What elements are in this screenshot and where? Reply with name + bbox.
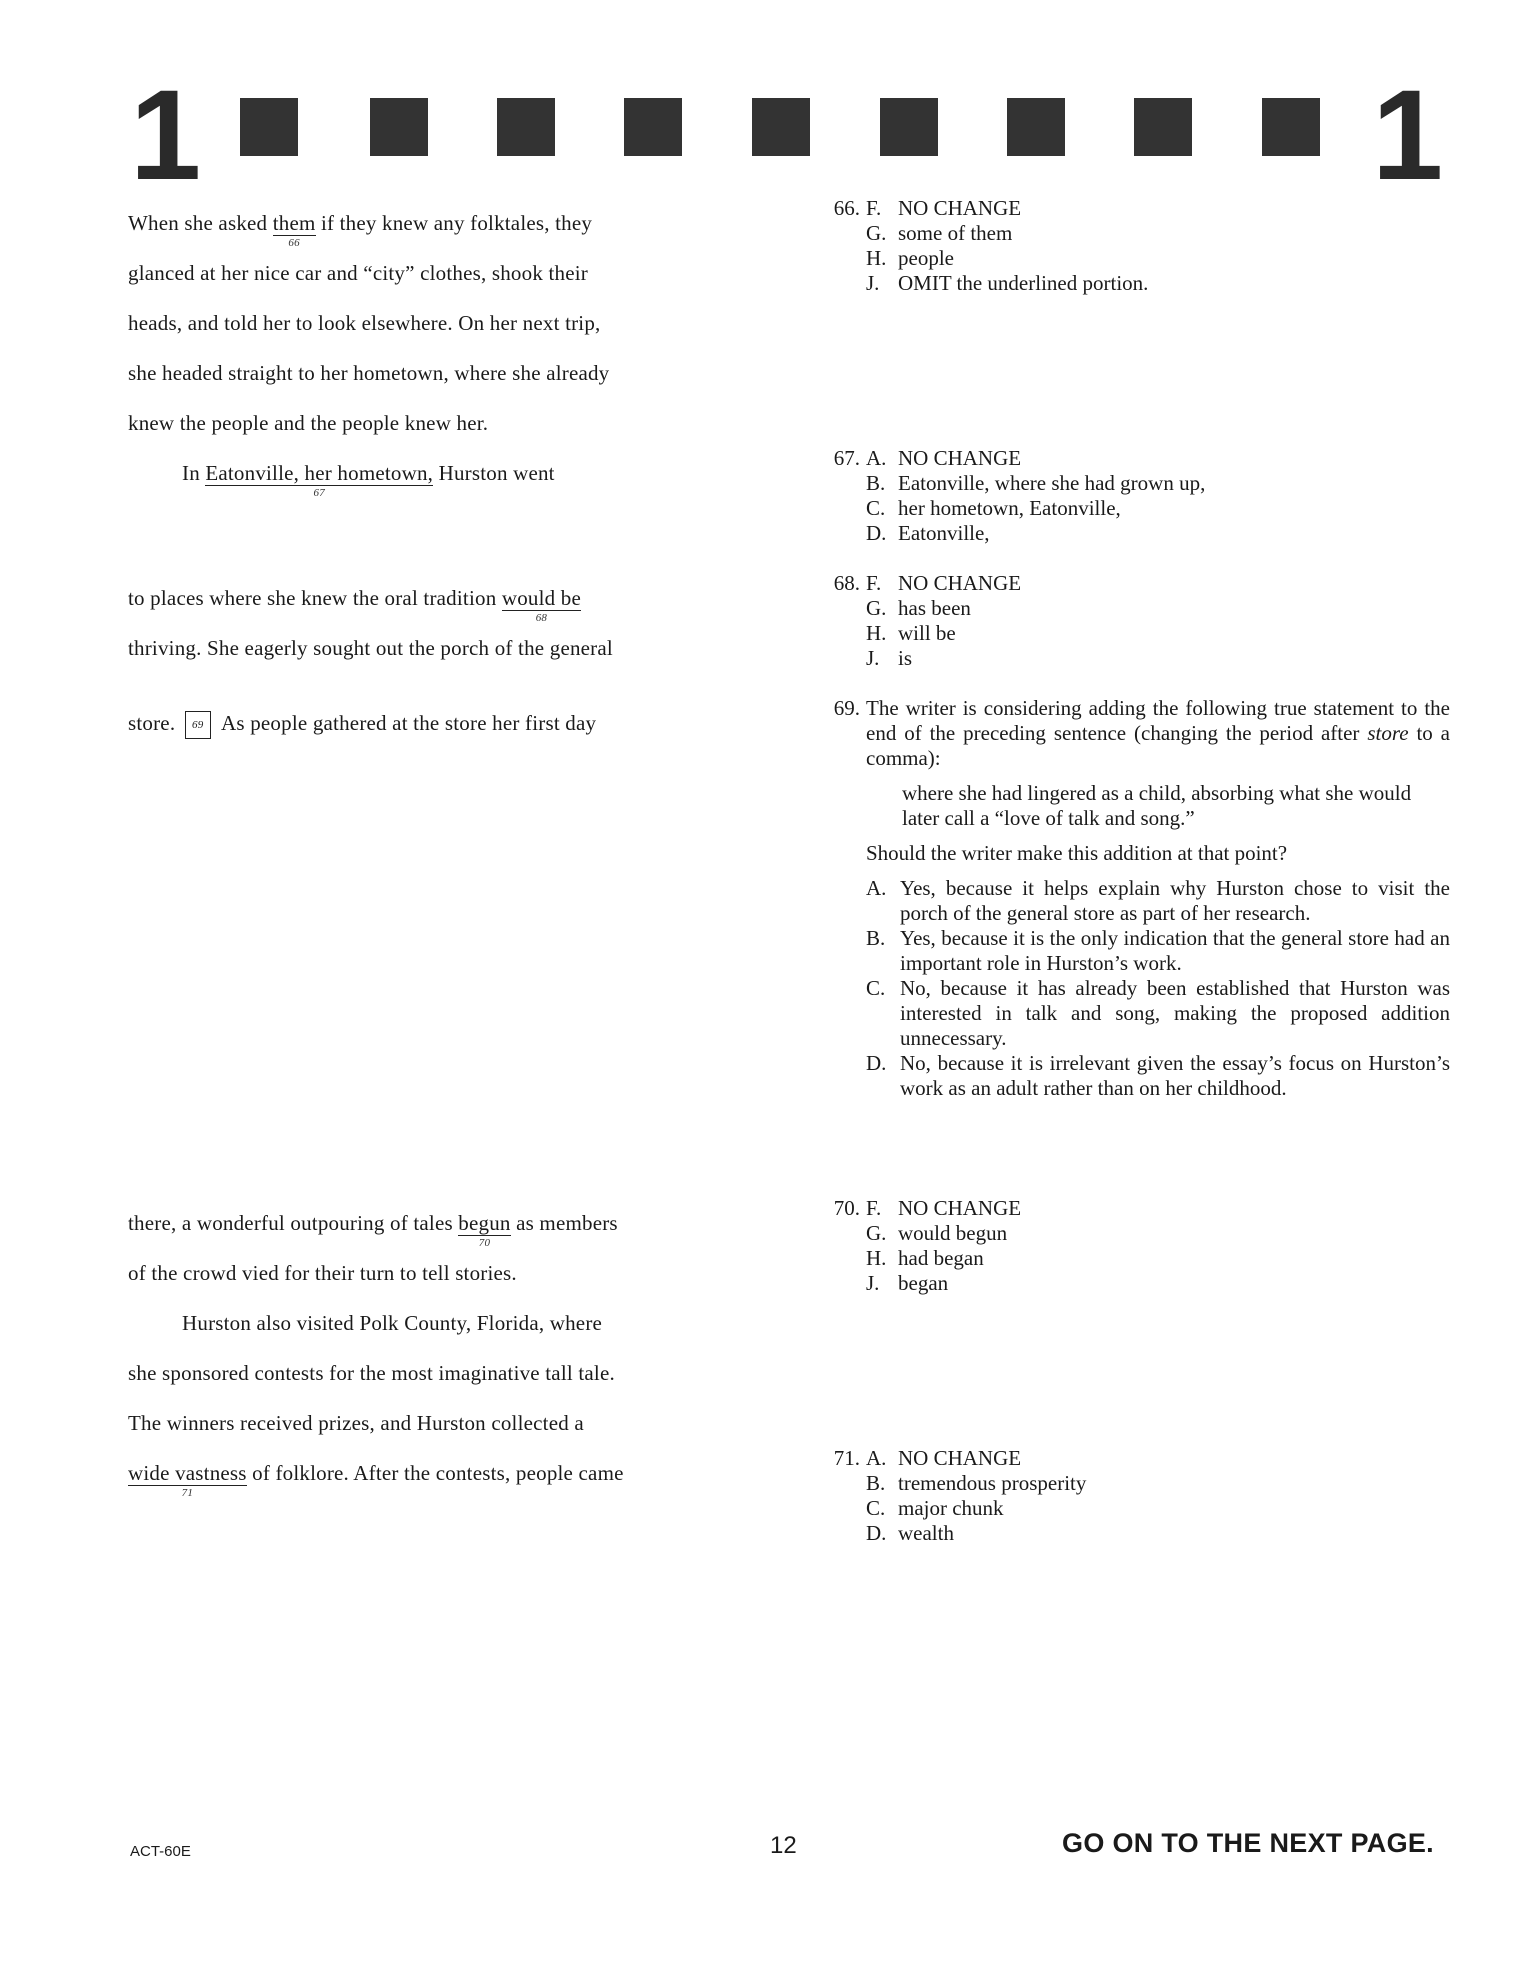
underlined-text: would be — [501, 586, 582, 610]
passage-line — [128, 1448, 624, 1498]
passage-line — [128, 573, 581, 623]
option-letter: A. — [866, 446, 887, 470]
answer-option[interactable] — [810, 196, 1450, 221]
passage-line: she headed straight to her hometown, where she already — [128, 361, 610, 385]
underlined-text: Eatonville, her hometown, — [205, 461, 434, 485]
option-letter: J. — [866, 271, 880, 295]
option-text: major chunk — [898, 1496, 1004, 1520]
passage-line: of the crowd vied for their turn to tell stories. — [128, 1261, 517, 1285]
question-number: 71. — [833, 1446, 860, 1470]
answer-option[interactable] — [810, 571, 1450, 596]
header-block — [624, 98, 682, 156]
answer-option[interactable] — [810, 1246, 1450, 1271]
next-page-instruction: GO ON TO THE NEXT PAGE. — [1062, 1828, 1434, 1858]
option-text: Eatonville, — [898, 521, 990, 545]
option-letter: J. — [866, 1271, 880, 1295]
passage-line — [128, 448, 555, 498]
question-ref-67: 67 — [313, 487, 325, 499]
option-letter: H. — [866, 621, 887, 645]
option-letter: J. — [866, 646, 880, 670]
option-letter: C. — [866, 496, 886, 520]
header-block — [1134, 98, 1192, 156]
passage-line: knew the people and the people knew her. — [128, 411, 489, 435]
passage-line — [128, 698, 596, 748]
answer-option[interactable] — [866, 926, 1450, 976]
passage-text: As people gathered at the store her first day — [216, 711, 597, 735]
question-70 — [810, 1196, 1450, 1296]
page-number: 12 — [770, 1832, 797, 1859]
passage-line: glanced at her nice car and “city” clothes, shook their — [128, 261, 588, 285]
answer-option[interactable] — [810, 1271, 1450, 1296]
option-letter: B. — [866, 1471, 886, 1495]
underlined-text: wide vastness — [128, 1461, 247, 1485]
passage-text: to places where she knew the oral tradition — [128, 586, 502, 610]
option-letter: D. — [866, 521, 887, 545]
passage-line: Hurston also visited Polk County, Florida, where — [182, 1311, 603, 1335]
option-text: NO CHANGE — [898, 196, 1022, 220]
option-text: tremendous prosperity — [898, 1471, 1087, 1495]
option-text: OMIT the underlined portion. — [898, 271, 1149, 295]
underlined-text: them — [272, 211, 316, 235]
answer-option[interactable] — [810, 596, 1450, 621]
underlined-text: begun — [458, 1211, 511, 1235]
option-text: is — [898, 646, 913, 670]
passage-line: thriving. She eagerly sought out the porch of the general — [128, 636, 613, 660]
option-letter: A. — [866, 1446, 887, 1470]
answer-option[interactable] — [810, 221, 1450, 246]
question-stem — [810, 696, 1450, 771]
option-text: had began — [898, 1246, 984, 1270]
option-letter: A. — [866, 876, 887, 900]
answer-option[interactable] — [866, 1051, 1450, 1101]
header-block — [752, 98, 810, 156]
option-text: NO CHANGE — [898, 571, 1022, 595]
answer-option[interactable] — [810, 271, 1450, 296]
answer-option[interactable] — [810, 646, 1450, 671]
proposed-addition: where she had lingered as a child, absorbing what she would later call a “love of talk and song.” — [902, 781, 1412, 830]
question-ref-68: 68 — [535, 612, 548, 624]
underlined-portion-70[interactable] — [458, 1211, 511, 1249]
answer-option[interactable] — [866, 876, 1450, 926]
question-number: 68. — [833, 571, 860, 595]
answer-option[interactable] — [810, 246, 1450, 271]
answer-option[interactable] — [810, 1221, 1450, 1246]
passage-text: In — [182, 461, 206, 485]
question-ref-66: 66 — [288, 237, 300, 249]
passage-text: if they knew any folktales, they — [315, 211, 593, 235]
passage-text: When she asked — [128, 211, 273, 235]
option-letter: D. — [866, 1521, 887, 1545]
option-letter: H. — [866, 1246, 887, 1270]
option-letter: G. — [866, 596, 887, 620]
question-68 — [810, 571, 1450, 671]
passage-line: The winners received prizes, and Hurston collected a — [128, 1411, 584, 1435]
option-text: Eatonville, where she had grown up, — [898, 471, 1206, 495]
option-text: No, because it has already been established that Hurston was interested in talk and song, making the proposed addition unnecessary. — [900, 976, 1450, 1050]
option-letter: C. — [866, 976, 886, 1000]
question-number: 70. — [833, 1196, 860, 1220]
question-number: 66. — [833, 196, 860, 220]
option-text: some of them — [898, 221, 1013, 245]
option-text: wealth — [898, 1521, 954, 1545]
header-block — [370, 98, 428, 156]
answer-option[interactable] — [810, 1496, 1450, 1521]
answer-option[interactable] — [810, 496, 1450, 521]
question-67 — [810, 446, 1450, 546]
passage-line: she sponsored contests for the most imaginative tall tale. — [128, 1361, 615, 1385]
option-letter: D. — [866, 1051, 887, 1075]
question-prompt: Should the writer make this addition at that point? — [866, 841, 1288, 865]
section-number-right: 1 — [1372, 64, 1444, 207]
option-letter: H. — [866, 246, 887, 270]
answer-option[interactable] — [810, 446, 1450, 471]
option-text: her hometown, Eatonville, — [898, 496, 1121, 520]
answer-option[interactable] — [810, 621, 1450, 646]
passage-line: heads, and told her to look elsewhere. On her next trip, — [128, 311, 601, 335]
answer-option[interactable] — [810, 471, 1450, 496]
answer-option[interactable] — [866, 976, 1450, 1051]
option-text: No, because it is irrelevant given the essay’s focus on Hurston’s work as an adult rather than on her childhood. — [900, 1051, 1450, 1100]
header-block — [497, 98, 555, 156]
answer-option[interactable] — [810, 521, 1450, 546]
header-block — [1262, 98, 1320, 156]
form-code: ACT-60E — [130, 1843, 191, 1860]
answer-option[interactable] — [810, 1521, 1450, 1546]
passage-text: as members — [510, 1211, 618, 1235]
option-letter: F. — [866, 1196, 882, 1220]
option-letter: C. — [866, 1496, 886, 1520]
passage-text: of folklore. After the contests, people came — [246, 1461, 624, 1485]
passage-line — [128, 1198, 618, 1248]
answer-option[interactable] — [810, 1196, 1450, 1221]
underlined-portion-71[interactable] — [128, 1461, 247, 1499]
option-letter: G. — [866, 221, 887, 245]
answer-option[interactable] — [810, 1446, 1450, 1471]
option-letter: F. — [866, 571, 882, 595]
passage-line — [128, 198, 592, 248]
option-text: Yes, because it helps explain why Hurston chose to visit the porch of the general store as part of her research. — [900, 876, 1450, 925]
stem-text: to a comma): — [866, 721, 1451, 770]
option-text: NO CHANGE — [898, 1446, 1022, 1470]
option-text: will be — [898, 621, 956, 645]
underlined-portion-66[interactable] — [272, 211, 316, 249]
option-text: NO CHANGE — [898, 446, 1022, 470]
question-number: 67. — [833, 446, 860, 470]
option-text: NO CHANGE — [898, 1196, 1022, 1220]
option-letter: B. — [866, 471, 886, 495]
stem-text: The writer is considering adding the following true statement to the end of the preceding sentence (changing the period after — [866, 696, 1450, 745]
option-letter: B. — [866, 926, 886, 950]
answer-option[interactable] — [810, 1471, 1450, 1496]
option-text: would begun — [898, 1221, 1008, 1245]
stem-emphasis: store — [1367, 721, 1409, 745]
option-letter: G. — [866, 1221, 887, 1245]
option-text: began — [898, 1271, 949, 1295]
question-71 — [810, 1446, 1450, 1546]
option-text: people — [898, 246, 954, 270]
option-text: Yes, because it is the only indication that the general store had an important role in Hurston’s work. — [900, 926, 1450, 975]
question-ref-71: 71 — [181, 1487, 194, 1499]
option-letter: F. — [866, 196, 882, 220]
header-block — [240, 98, 298, 156]
question-69 — [810, 696, 1450, 1101]
section-number-left: 1 — [130, 64, 202, 207]
header-block — [1007, 98, 1065, 156]
underlined-portion-68[interactable] — [501, 586, 582, 624]
passage-text: Hurston went — [433, 461, 555, 485]
question-box-69[interactable]: 69 — [185, 711, 211, 739]
question-ref-70: 70 — [478, 1237, 491, 1249]
underlined-portion-67[interactable] — [205, 461, 434, 499]
header-block — [880, 98, 938, 156]
option-text: has been — [898, 596, 971, 620]
passage-text: there, a wonderful outpouring of tales — [128, 1211, 459, 1235]
question-number: 69. — [833, 696, 860, 720]
passage-text: store. — [128, 711, 181, 735]
question-66 — [810, 196, 1450, 296]
